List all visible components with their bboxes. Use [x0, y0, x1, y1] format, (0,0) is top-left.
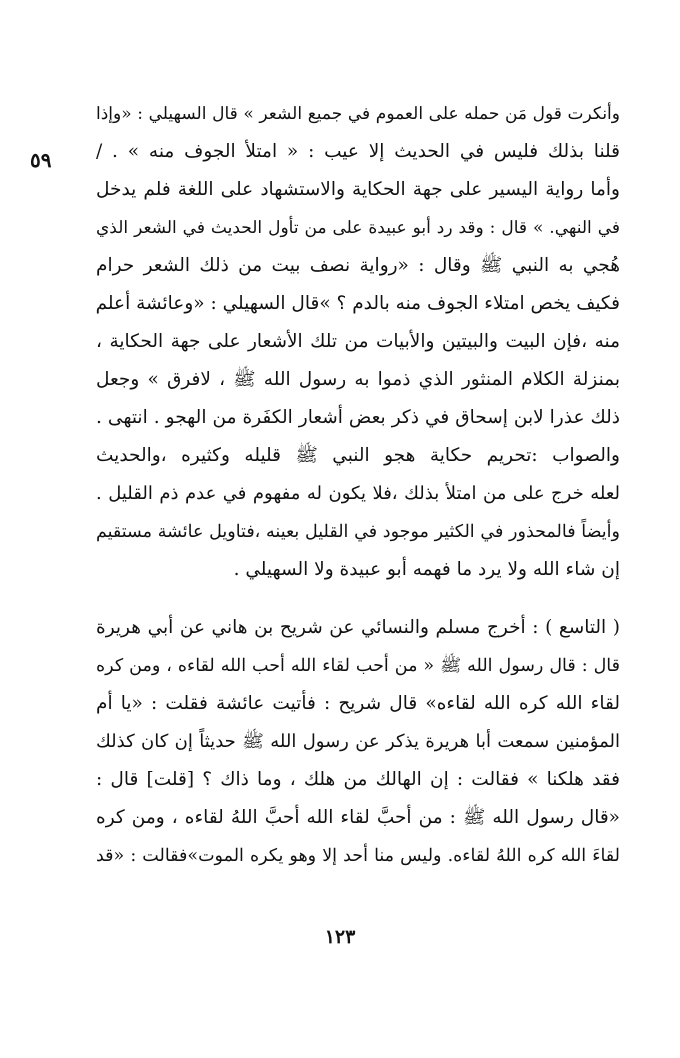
text-line: هُجي به النبي ﷺ وقال : «رواية نصف بيت من ذلك الشعر حرام	[96, 255, 620, 276]
text-line: فقد هلكنا » فقالت : إن الهالك من هلك ، وما ذاك ؟ [قلت] قال :	[96, 769, 620, 790]
text-line: لقاءَ الله كره اللهُ لقاءه. وليس منا أحد إلا وهو يكره الموت»فقالت : «قد	[96, 846, 620, 866]
text-line: بمنزلة الكلام المنثور الذي ذموا به رسول الله ﷺ ، لافرق » وجعل	[96, 369, 620, 390]
text-line: إن شاء الله ولا يرد ما فهمه أبو عبيدة ولا السهيلي .	[233, 559, 620, 580]
text-line: وأما رواية اليسير على جهة الحكاية والاستشهاد على اللغة فلم يدخل	[96, 179, 620, 200]
page-number: ١٢٣	[324, 926, 356, 948]
text-line: «قال رسول الله ﷺ : من أحبَّ لقاء الله أحبَّ اللهُ لقاءه ، ومن كره	[96, 807, 620, 828]
text-line: ( التاسع ) : أخرج مسلم والنسائي عن شريح بن هاني عن أبي هريرة	[96, 617, 620, 638]
margin-manuscript-number: ٥٩	[30, 148, 52, 172]
text-line: في النهي. » قال : وقد رد أبو عبيدة على من تأول الحديث في الشعر الذي	[96, 218, 620, 238]
text-line: وأنكرت قول مَن حمله على العموم في جميع الشعر » قال السهيلي : «وإذا	[96, 104, 620, 124]
text-line: قلنا بذلك فليس في الحديث إلا عيب : « امتلأ الجوف منه » . /	[96, 141, 620, 162]
body-text	[96, 95, 620, 875]
text-line: والصواب :تحريم حكاية هجو النبي ﷺ قليله وكثيره ،والحديث	[96, 445, 620, 466]
text-line: منه ،فإن البيت والبيتين والأبيات من تلك الأشعار على جهة الحكاية ،	[96, 331, 620, 352]
text-line: ذلك عذرا لابن إسحاق في ذكر بعض أشعار الكفَرة من الهجو . انتهى .	[96, 407, 620, 428]
text-line: لعله خرج على من امتلأ بذلك ،فلا يكون له مفهوم في عدم ذم القليل .	[96, 483, 620, 504]
text-line: فكيف يخص امتلاء الجوف منه بالدم ؟ »قال السهيلي : «وعائشة أعلم	[96, 293, 620, 314]
text-line: لقاء الله كره الله لقاءه» قال شريح : فأتيت عائشة فقلت : «يا أم	[96, 693, 620, 714]
text-line: المؤمنين سمعت أبا هريرة يذكر عن رسول الله ﷺ حديثاً إن كان كذلك	[96, 731, 620, 752]
text-line: وأيضاً فالمحذور في الكثير موجود في القليل بعينه ،فتاويل عائشة مستقيم	[96, 522, 620, 542]
text-line: قال : قال رسول الله ﷺ « من أحب لقاء الله أحب الله لقاءه ، ومن كره	[96, 656, 620, 676]
